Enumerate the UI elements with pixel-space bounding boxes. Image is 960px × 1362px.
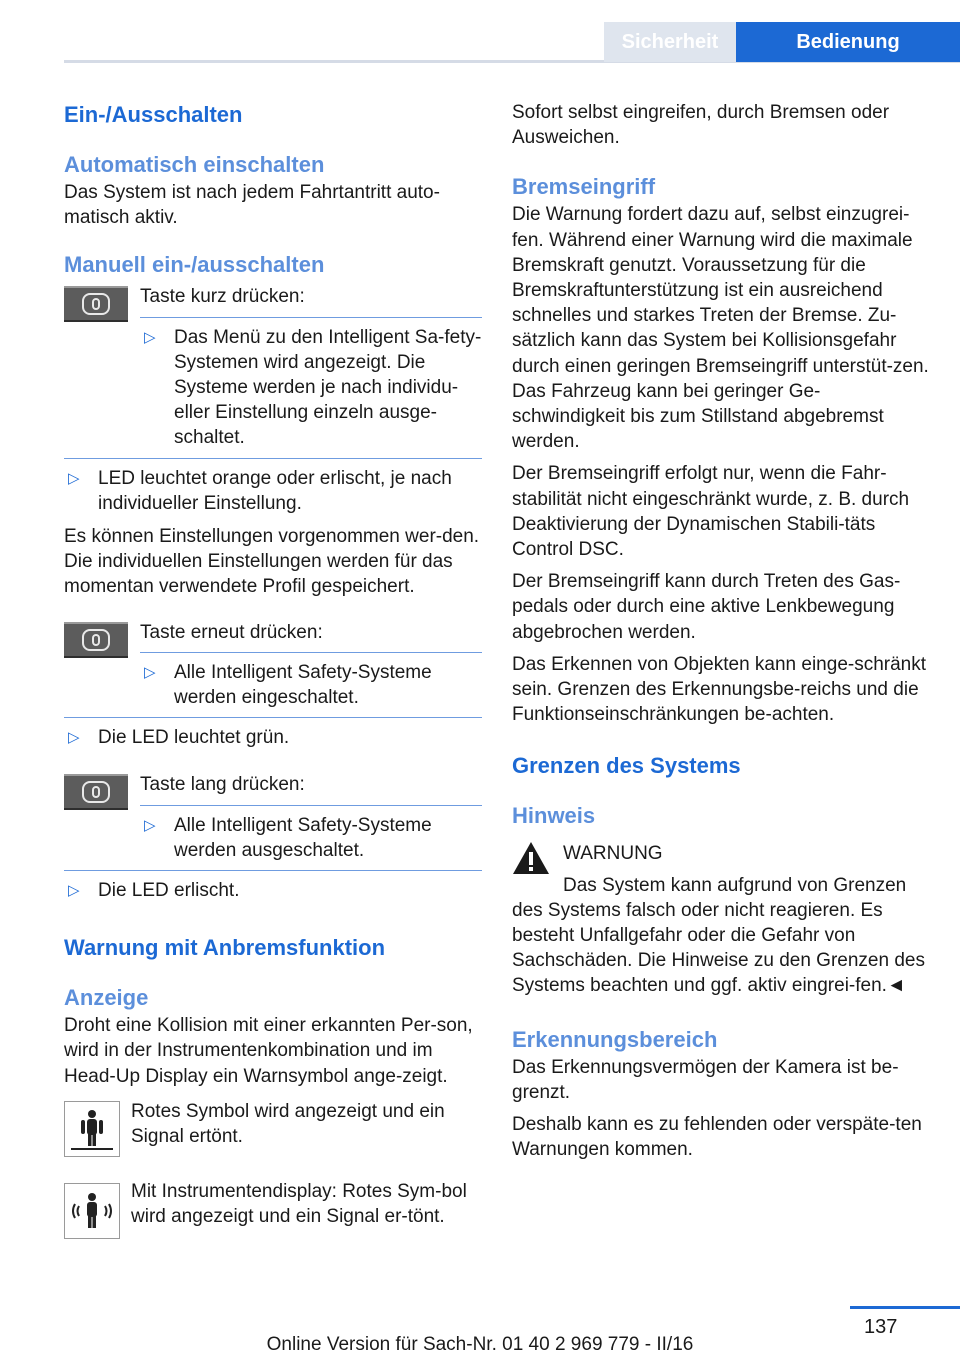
right-column [512, 100, 930, 1163]
paragraph-brems-1: Die Warnung fordert dazu auf, selbst einzugrei-fen. Während einer Warnung wird die maximale Bremskraft genutzt. Voraussetzung für die Bremskraftunterstützung ist ein ausreichend schnelles und starkes Treten der Bremse. Zu-sätzlich kann das System bei Kollisionsgefahr durch einen geringen Bremseingriff unterstüt-zen. Das Fahrzeug kann bei geringer Ge-schwindigkeit bis zum Stillstand abgebremst werden. [512, 204, 929, 453]
warning-block [512, 841, 930, 998]
safety-button-icon [64, 774, 128, 810]
paragraph-brems-2: Der Bremseingriff erfolgt nur, wenn die Fahr-stabilität nicht eingeschränkt wurde, z. B. durch Deaktivierung der Dynamischen Stabili-täts Control DSC. [512, 463, 910, 561]
list-item-text: Alle Intelligent Safety-Systeme werden eingeschaltet. [174, 661, 432, 709]
divider [64, 458, 482, 459]
paragraph-erk-2: Deshalb kann es zu fehlenden oder verspäte-ten Warnungen kommen. [512, 1114, 922, 1161]
heading-manuell: Manuell ein-/ausschalten [64, 252, 325, 278]
triangle-right-icon: ▷ [68, 882, 80, 900]
paragraph-auto: Das System ist nach jedem Fahrtantritt auto-matisch aktiv. [64, 182, 440, 229]
left-column [64, 100, 482, 1241]
text-symbol-2: Mit Instrumentendisplay: Rotes Sym-bol wird angezeigt und ein Signal er-tönt. [131, 1180, 467, 1228]
list-item [140, 325, 482, 451]
divider [64, 870, 482, 871]
list-item [64, 725, 482, 750]
list-item [64, 466, 482, 516]
paragraph-einstellungen: Es können Einstellungen vorgenommen wer-den. Die individuellen Einstellungen werden für das momentan verwendete Profil gespeichert. [64, 526, 480, 598]
tab-sicherheit[interactable]: Sicherheit [604, 22, 736, 62]
text-symbol-1: Rotes Symbol wird angezeigt und ein Signal ertönt. [131, 1100, 445, 1148]
footer-text: Online Version für Sach-Nr. 01 40 2 969 779 - II/16 [266, 1334, 694, 1355]
divider [140, 652, 482, 653]
divider [140, 805, 482, 806]
warning-title: WARNUNG [563, 843, 663, 865]
page-number: 137 [864, 1316, 898, 1338]
heading-grenzen: Grenzen des Systems [512, 753, 741, 779]
page-number-rule [850, 1306, 960, 1309]
pedestrian-icon [64, 1101, 120, 1157]
block-symbol-1 [64, 1099, 482, 1161]
triangle-right-icon: ▷ [68, 729, 80, 747]
heading-warnung: Warnung mit Anbremsfunktion [64, 935, 386, 961]
safety-button-icon [64, 622, 128, 658]
paragraph-brems-4: Das Erkennen von Objekten kann einge-schränkt sein. Grenzen des Erkennungsbe-reichs und die Funktionseinschränkungen be-achten. [512, 653, 927, 726]
block-symbol-2 [64, 1179, 482, 1241]
heading-ein-ausschalten: Ein-/Ausschalten [64, 102, 243, 127]
heading-automatisch: Automatisch einschalten [64, 152, 325, 177]
block-kurz [64, 284, 482, 450]
list-item-text: Alle Intelligent Safety-Systeme werden ausgeschaltet. [174, 814, 432, 861]
list-item [140, 660, 482, 710]
paragraph-droht: Droht eine Kollision mit einer erkannten Per-son, wird in der Instrumentenkombination und im Head-Up Display ein Warnsymbol ange-zeigt. [64, 1015, 473, 1087]
list-item [64, 878, 482, 903]
divider [64, 717, 482, 718]
safety-button-icon [64, 286, 128, 322]
warning-text: Das System kann aufgrund von Grenzen des Systems falsch oder nicht reagieren. Es besteht Unfallgefahr oder die Gefahr von Sachschäden. Die Hinweise zu den Grenzen des Systems beachten und ggf. aktiv eingrei-fen.◄ [512, 874, 925, 997]
text-kurz: Taste kurz drücken: [140, 286, 305, 308]
triangle-right-icon: ▷ [68, 469, 80, 487]
heading-erkennungsbereich: Erkennungsbereich [512, 1026, 718, 1052]
paragraph-brems-3: Der Bremseingriff kann durch Treten des Gas-pedals oder durch eine aktive Lenkbewegung abgebrochen werden. [512, 571, 901, 643]
list-item-text: Die LED leuchtet grün. [98, 727, 290, 749]
paragraph-erk-1: Das Erkennungsvermögen der Kamera ist be-grenzt. [512, 1056, 899, 1103]
divider [140, 317, 482, 318]
block-lang [64, 772, 482, 863]
heading-anzeige: Anzeige [64, 985, 149, 1011]
triangle-right-icon: ▷ [144, 816, 156, 834]
text-erneut: Taste erneut drücken: [140, 621, 323, 643]
warning-triangle-icon [512, 841, 550, 875]
paragraph-sofort: Sofort selbst eingreifen, durch Bremsen oder Ausweichen. [512, 102, 890, 149]
list-item-text: Die LED erlischt. [98, 880, 240, 902]
heading-hinweis: Hinweis [512, 803, 596, 829]
triangle-right-icon: ▷ [144, 663, 156, 681]
pedestrian-icon [64, 1183, 120, 1239]
list-item-text: LED leuchtet orange oder erlischt, je nach individueller Einstellung. [98, 467, 452, 514]
triangle-right-icon: ▷ [144, 328, 156, 346]
list-item [140, 813, 482, 863]
heading-bremseingriff: Bremseingriff [512, 174, 656, 200]
block-erneut [64, 620, 482, 711]
text-lang: Taste lang drücken: [140, 774, 305, 796]
list-item-text: Das Menü zu den Intelligent Sa-fety-Systemen wird angezeigt. Die Systeme werden je nach individu-eller Einstellung einzeln ausge-schaltet. [174, 326, 482, 449]
tab-bedienung[interactable]: Bedienung [736, 22, 960, 62]
